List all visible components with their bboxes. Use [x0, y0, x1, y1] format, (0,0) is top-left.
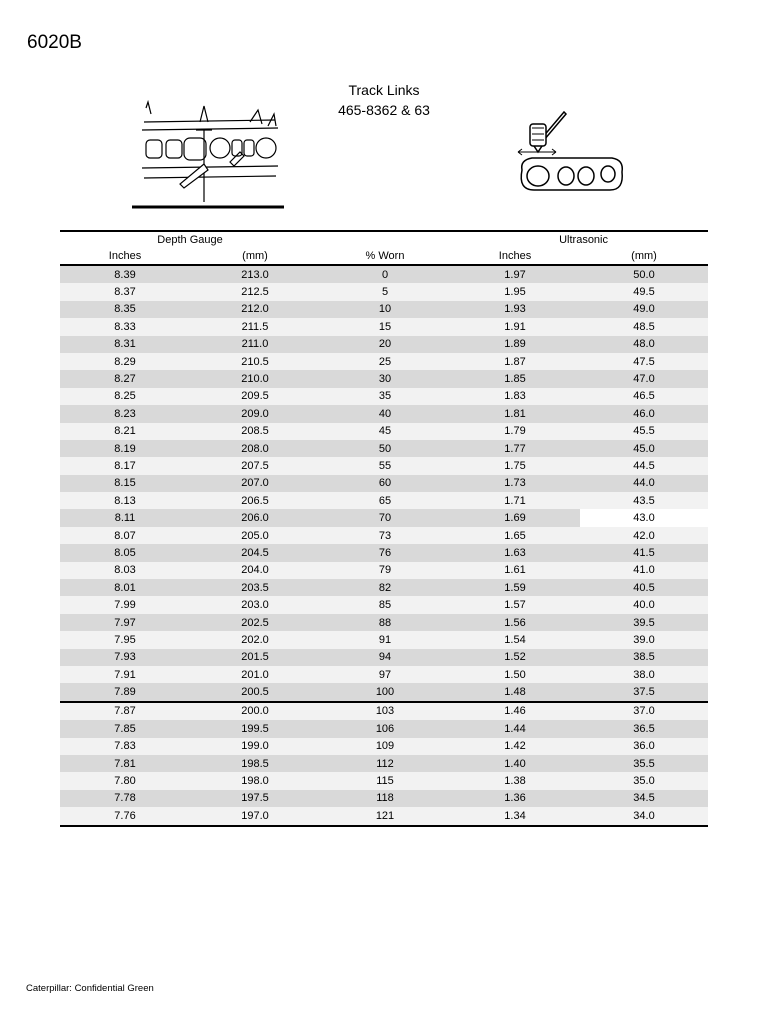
table-row	[60, 509, 708, 526]
ultrasonic-mm-cell: 43.5	[580, 492, 708, 509]
depth-mm-cell: 210.5	[190, 353, 320, 370]
depth-inches-cell: 8.25	[60, 388, 190, 405]
depth-mm-cell: 201.0	[190, 666, 320, 683]
ultrasonic-inches-cell: 1.89	[450, 336, 580, 353]
ultrasonic-mm-cell: 37.5	[580, 683, 708, 701]
percent-worn-cell: 88	[320, 614, 450, 631]
table-row	[60, 720, 708, 737]
depth-mm-cell: 200.0	[190, 702, 320, 720]
ultrasonic-inches-cell: 1.46	[450, 702, 580, 720]
ultrasonic-inches-cell: 1.36	[450, 790, 580, 807]
ultrasonic-mm-cell: 48.5	[580, 318, 708, 335]
depth-inches-cell: 8.21	[60, 423, 190, 440]
ultrasonic-inches-cell: 1.95	[450, 283, 580, 300]
percent-worn-cell: 25	[320, 353, 450, 370]
table-row	[60, 631, 708, 648]
depth-inches-cell: 8.15	[60, 475, 190, 492]
ultrasonic-inches-cell: 1.48	[450, 683, 580, 701]
table-row	[60, 440, 708, 457]
table-row	[60, 475, 708, 492]
ultrasonic-mm-cell: 46.0	[580, 405, 708, 422]
ultrasonic-mm-cell: 40.5	[580, 579, 708, 596]
depth-inches-cell: 7.83	[60, 738, 190, 755]
depth-inches-cell: 7.85	[60, 720, 190, 737]
depth-inches-cell: 8.13	[60, 492, 190, 509]
table-row	[60, 527, 708, 544]
percent-worn-cell: 55	[320, 457, 450, 474]
percent-worn-cell: 70	[320, 509, 450, 526]
table-row	[60, 283, 708, 300]
ultrasonic-inches-cell: 1.69	[450, 509, 580, 526]
column-header-mm: (mm)	[190, 248, 320, 265]
percent-worn-cell: 82	[320, 579, 450, 596]
depth-inches-cell: 8.33	[60, 318, 190, 335]
ultrasonic-mm-cell: 36.0	[580, 738, 708, 755]
ultrasonic-mm-cell: 40.0	[580, 596, 708, 613]
table-row	[60, 596, 708, 613]
ultrasonic-mm-cell: 48.0	[580, 336, 708, 353]
percent-worn-cell: 85	[320, 596, 450, 613]
ultrasonic-header: Ultrasonic	[450, 231, 708, 248]
depth-inches-cell: 7.97	[60, 614, 190, 631]
ultrasonic-inches-cell: 1.93	[450, 301, 580, 318]
wear-table-body	[60, 265, 708, 826]
depth-mm-cell: 207.0	[190, 475, 320, 492]
ultrasonic-inches-cell: 1.75	[450, 457, 580, 474]
depth-mm-cell: 212.5	[190, 283, 320, 300]
percent-worn-cell: 20	[320, 336, 450, 353]
depth-mm-cell: 202.0	[190, 631, 320, 648]
ultrasonic-inches-cell: 1.63	[450, 544, 580, 561]
ultrasonic-mm-cell: 45.5	[580, 423, 708, 440]
table-row	[60, 666, 708, 683]
column-header-inches: Inches	[60, 248, 190, 265]
percent-worn-cell: 76	[320, 544, 450, 561]
confidentiality-footer: Caterpillar: Confidential Green	[26, 983, 154, 994]
table-row	[60, 423, 708, 440]
depth-mm-cell: 198.5	[190, 755, 320, 772]
depth-mm-cell: 208.0	[190, 440, 320, 457]
table-row	[60, 492, 708, 509]
depth-mm-cell: 197.0	[190, 807, 320, 825]
table-row	[60, 614, 708, 631]
table-row	[60, 772, 708, 789]
depth-inches-cell: 7.87	[60, 702, 190, 720]
table-row	[60, 265, 708, 283]
column-header-ultrasonic-mm: (mm)	[580, 248, 708, 265]
ultrasonic-mm-cell: 44.0	[580, 475, 708, 492]
percent-worn-cell: 30	[320, 370, 450, 387]
ultrasonic-inches-cell: 1.42	[450, 738, 580, 755]
depth-mm-cell: 199.5	[190, 720, 320, 737]
ultrasonic-mm-cell: 38.5	[580, 649, 708, 666]
table-row	[60, 755, 708, 772]
percent-worn-cell: 121	[320, 807, 450, 825]
ultrasonic-mm-cell: 34.5	[580, 790, 708, 807]
ultrasonic-mm-cell: 34.0	[580, 807, 708, 825]
ultrasonic-mm-cell: 44.5	[580, 457, 708, 474]
ultrasonic-inches-cell: 1.59	[450, 579, 580, 596]
depth-mm-cell: 199.0	[190, 738, 320, 755]
ultrasonic-inches-cell: 1.65	[450, 527, 580, 544]
table-row	[60, 579, 708, 596]
depth-gauge-header: Depth Gauge	[60, 231, 320, 248]
table-row	[60, 370, 708, 387]
depth-mm-cell: 211.0	[190, 336, 320, 353]
ultrasonic-inches-cell: 1.73	[450, 475, 580, 492]
percent-worn-cell: 79	[320, 562, 450, 579]
percent-worn-cell: 109	[320, 738, 450, 755]
model-number: 6020B	[27, 32, 82, 53]
ultrasonic-mm-cell: 46.5	[580, 388, 708, 405]
table-row	[60, 790, 708, 807]
wear-table	[60, 230, 708, 827]
ultrasonic-mm-cell: 36.5	[580, 720, 708, 737]
percent-worn-cell: 94	[320, 649, 450, 666]
depth-inches-cell: 8.23	[60, 405, 190, 422]
depth-inches-cell: 8.37	[60, 283, 190, 300]
ultrasonic-mm-cell: 41.0	[580, 562, 708, 579]
depth-mm-cell: 213.0	[190, 265, 320, 283]
percent-worn-cell: 100	[320, 683, 450, 701]
ultrasonic-mm-cell: 49.0	[580, 301, 708, 318]
ultrasonic-measurement-icon	[512, 108, 628, 200]
percent-worn-cell: 45	[320, 423, 450, 440]
table-row	[60, 702, 708, 720]
depth-inches-cell: 8.27	[60, 370, 190, 387]
table-row	[60, 318, 708, 335]
ultrasonic-inches-cell: 1.91	[450, 318, 580, 335]
table-row	[60, 544, 708, 561]
depth-inches-cell: 8.11	[60, 509, 190, 526]
depth-inches-cell: 8.03	[60, 562, 190, 579]
percent-worn-cell: 40	[320, 405, 450, 422]
depth-inches-cell: 7.89	[60, 683, 190, 701]
percent-worn-cell: 35	[320, 388, 450, 405]
page-title: Track Links	[348, 82, 420, 98]
ultrasonic-mm-cell: 50.0	[580, 265, 708, 283]
ultrasonic-mm-cell: 43.0	[580, 509, 708, 526]
depth-mm-cell: 201.5	[190, 649, 320, 666]
ultrasonic-mm-cell: 47.0	[580, 370, 708, 387]
percent-worn-cell: 91	[320, 631, 450, 648]
depth-mm-cell: 208.5	[190, 423, 320, 440]
depth-mm-cell: 211.5	[190, 318, 320, 335]
depth-inches-cell: 7.91	[60, 666, 190, 683]
ultrasonic-inches-cell: 1.87	[450, 353, 580, 370]
ultrasonic-inches-cell: 1.81	[450, 405, 580, 422]
ultrasonic-mm-cell: 47.5	[580, 353, 708, 370]
depth-mm-cell: 207.5	[190, 457, 320, 474]
depth-inches-cell: 8.19	[60, 440, 190, 457]
percent-worn-cell: 112	[320, 755, 450, 772]
percent-worn-cell: 0	[320, 265, 450, 283]
depth-inches-cell: 8.01	[60, 579, 190, 596]
ultrasonic-inches-cell: 1.54	[450, 631, 580, 648]
ultrasonic-inches-cell: 1.56	[450, 614, 580, 631]
depth-inches-cell: 7.95	[60, 631, 190, 648]
depth-inches-cell: 7.99	[60, 596, 190, 613]
ultrasonic-mm-cell: 45.0	[580, 440, 708, 457]
table-row	[60, 457, 708, 474]
depth-inches-cell: 7.76	[60, 807, 190, 825]
percent-worn-cell: 15	[320, 318, 450, 335]
ultrasonic-inches-cell: 1.79	[450, 423, 580, 440]
depth-inches-cell: 8.39	[60, 265, 190, 283]
ultrasonic-mm-cell: 39.5	[580, 614, 708, 631]
table-row	[60, 336, 708, 353]
ultrasonic-inches-cell: 1.34	[450, 807, 580, 825]
ultrasonic-mm-cell: 38.0	[580, 666, 708, 683]
table-row	[60, 738, 708, 755]
ultrasonic-inches-cell: 1.61	[450, 562, 580, 579]
depth-inches-cell: 7.78	[60, 790, 190, 807]
depth-inches-cell: 8.35	[60, 301, 190, 318]
ultrasonic-inches-cell: 1.97	[450, 265, 580, 283]
ultrasonic-inches-cell: 1.52	[450, 649, 580, 666]
percent-worn-cell: 65	[320, 492, 450, 509]
table-row	[60, 807, 708, 825]
ultrasonic-inches-cell: 1.83	[450, 388, 580, 405]
depth-mm-cell: 209.0	[190, 405, 320, 422]
depth-mm-cell: 197.5	[190, 790, 320, 807]
table-row	[60, 353, 708, 370]
ultrasonic-mm-cell: 35.5	[580, 755, 708, 772]
percent-worn-cell: 97	[320, 666, 450, 683]
ultrasonic-mm-cell: 49.5	[580, 283, 708, 300]
ultrasonic-inches-cell: 1.38	[450, 772, 580, 789]
percent-worn-cell: 73	[320, 527, 450, 544]
percent-worn-cell: 118	[320, 790, 450, 807]
depth-inches-cell: 8.05	[60, 544, 190, 561]
depth-mm-cell: 204.5	[190, 544, 320, 561]
depth-mm-cell: 206.5	[190, 492, 320, 509]
depth-mm-cell: 202.5	[190, 614, 320, 631]
depth-mm-cell: 209.5	[190, 388, 320, 405]
depth-inches-cell: 7.93	[60, 649, 190, 666]
column-header-ultrasonic-inches: Inches	[450, 248, 580, 265]
depth-mm-cell: 204.0	[190, 562, 320, 579]
depth-inches-cell: 7.80	[60, 772, 190, 789]
table-row	[60, 562, 708, 579]
depth-inches-cell: 8.29	[60, 353, 190, 370]
percent-worn-cell: 10	[320, 301, 450, 318]
ultrasonic-inches-cell: 1.40	[450, 755, 580, 772]
depth-inches-cell: 7.81	[60, 755, 190, 772]
table-row	[60, 388, 708, 405]
percent-worn-cell: 5	[320, 283, 450, 300]
depth-mm-cell: 203.5	[190, 579, 320, 596]
depth-mm-cell: 198.0	[190, 772, 320, 789]
percent-worn-cell: 103	[320, 702, 450, 720]
table-row	[60, 683, 708, 701]
depth-mm-cell: 200.5	[190, 683, 320, 701]
percent-worn-cell: 50	[320, 440, 450, 457]
depth-mm-cell: 205.0	[190, 527, 320, 544]
ultrasonic-mm-cell: 37.0	[580, 702, 708, 720]
depth-mm-cell: 206.0	[190, 509, 320, 526]
ultrasonic-inches-cell: 1.44	[450, 720, 580, 737]
ultrasonic-inches-cell: 1.57	[450, 596, 580, 613]
depth-mm-cell: 203.0	[190, 596, 320, 613]
depth-mm-cell: 212.0	[190, 301, 320, 318]
depth-inches-cell: 8.07	[60, 527, 190, 544]
percent-worn-cell: 60	[320, 475, 450, 492]
ultrasonic-mm-cell: 35.0	[580, 772, 708, 789]
ultrasonic-inches-cell: 1.71	[450, 492, 580, 509]
ultrasonic-inches-cell: 1.85	[450, 370, 580, 387]
depth-mm-cell: 210.0	[190, 370, 320, 387]
depth-gauge-measurement-icon	[130, 100, 286, 212]
table-row	[60, 301, 708, 318]
part-numbers: 465-8362 & 63	[338, 102, 430, 118]
table-row	[60, 405, 708, 422]
percent-worn-cell: 106	[320, 720, 450, 737]
column-header-percent-worn: % Worn	[320, 248, 450, 265]
ultrasonic-inches-cell: 1.77	[450, 440, 580, 457]
depth-inches-cell: 8.31	[60, 336, 190, 353]
ultrasonic-mm-cell: 42.0	[580, 527, 708, 544]
ultrasonic-mm-cell: 39.0	[580, 631, 708, 648]
ultrasonic-mm-cell: 41.5	[580, 544, 708, 561]
ultrasonic-inches-cell: 1.50	[450, 666, 580, 683]
table-row	[60, 649, 708, 666]
percent-worn-cell: 115	[320, 772, 450, 789]
depth-inches-cell: 8.17	[60, 457, 190, 474]
